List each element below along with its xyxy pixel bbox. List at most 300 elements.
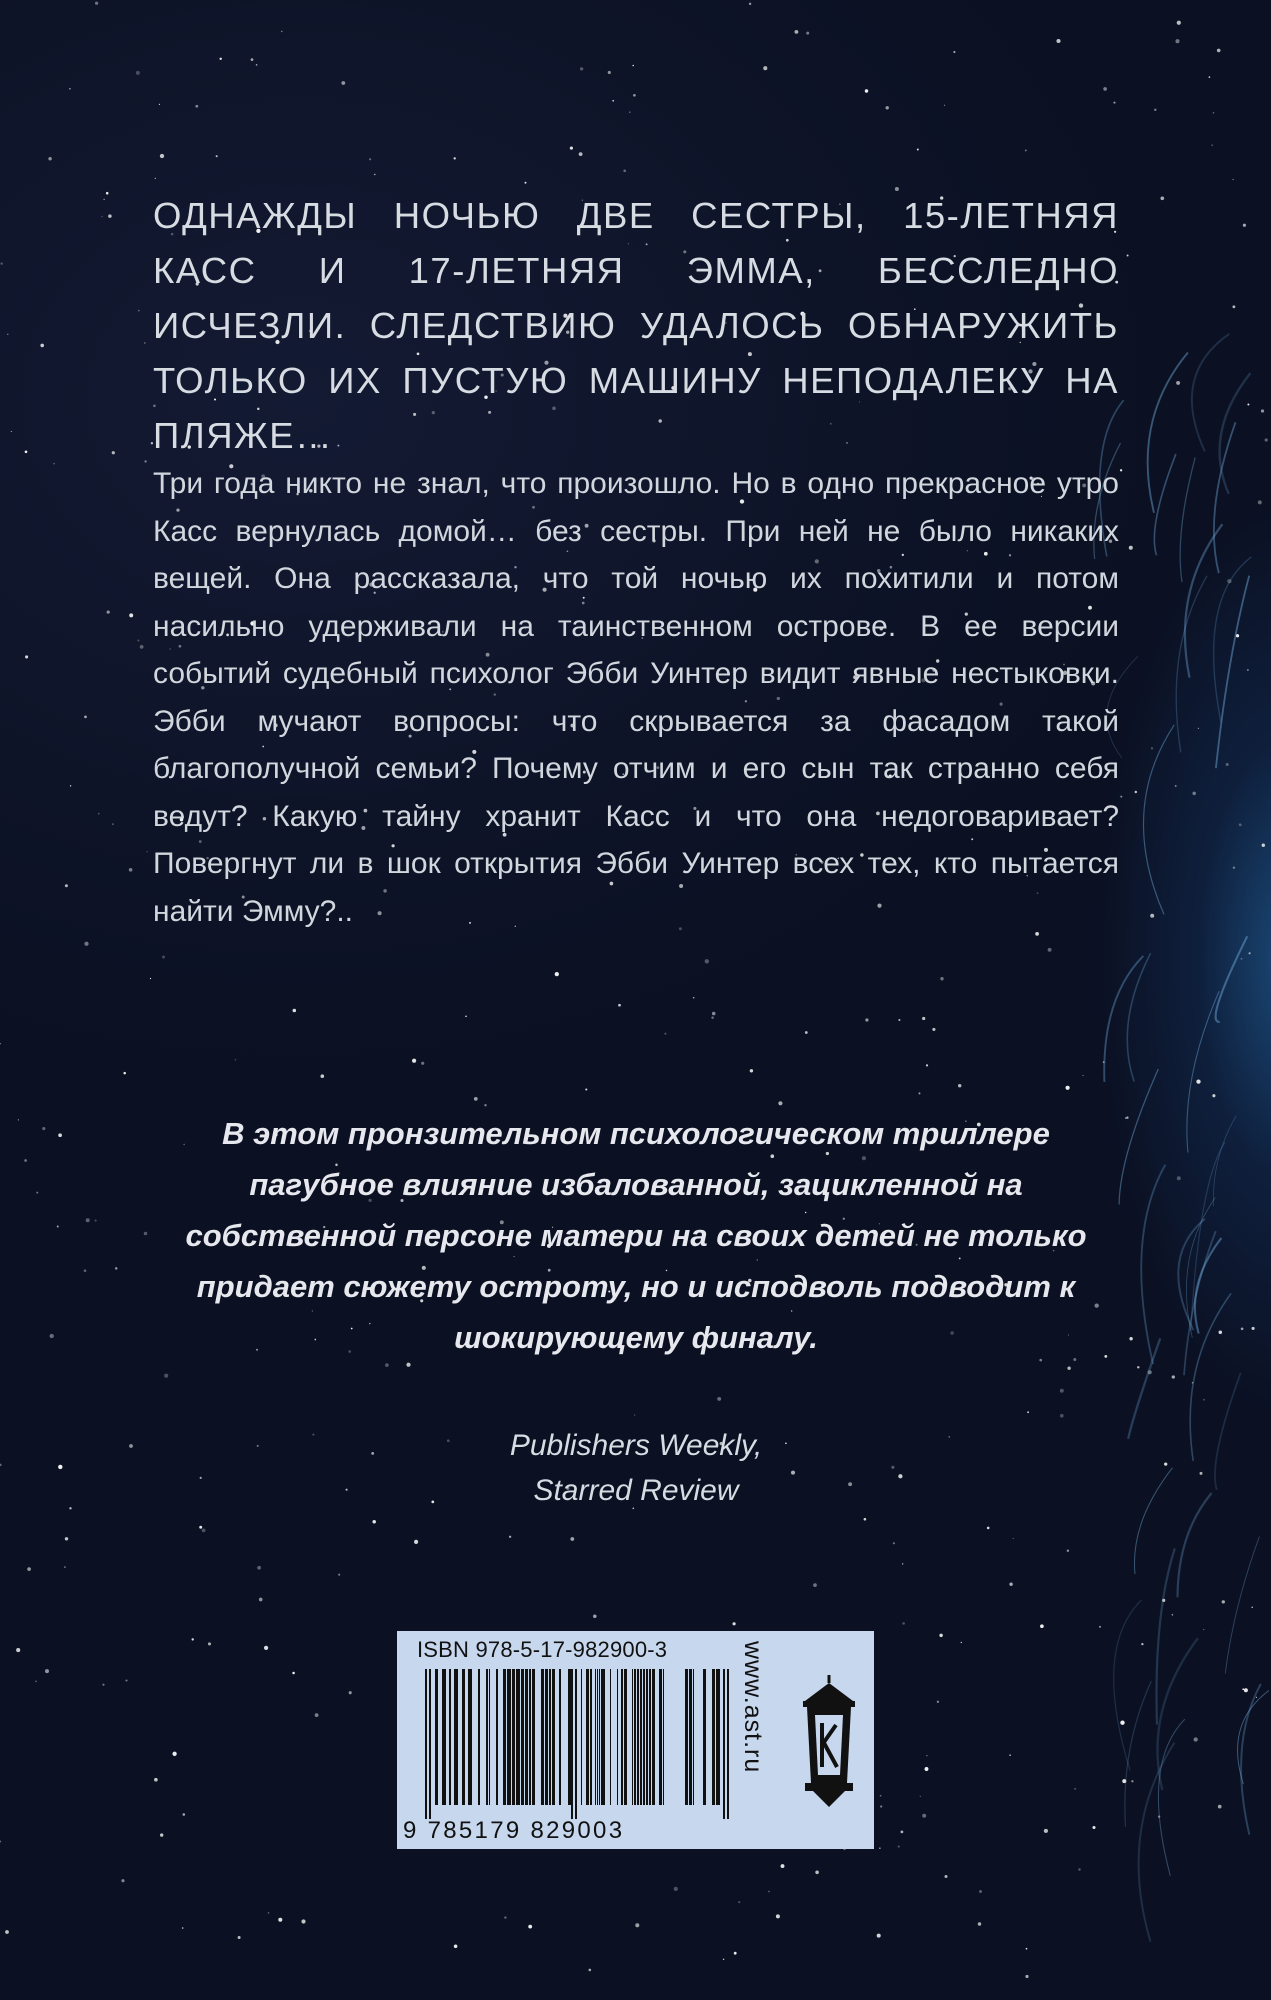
water-streak xyxy=(1225,1537,1259,1674)
synopsis-paragraph: Три года никто не знал, что произошло. Но в одно прекрасное утро Касс вернулась домой… без сестры. При ней не было никаких вещей. Она рассказала, что той ночью их похитили и потом насильно удерживали на таинственном острове. В ее версии событий судебный психолог Эбби Уинтер видит явные нестыковки. Эбби мучают вопросы: что скрывается за фасадом такой благополучной семьи? Почему отчим и его сын так странно себя ведут? Какую тайну хранит Касс и что она недоговаривает? Повергнут ли в шок открытия Эбби Уинтер всех тех, кто пытается найти Эмму?.. xyxy=(153,467,1119,928)
water-streak xyxy=(1158,1719,1184,1876)
star-dot xyxy=(1203,1629,1204,1630)
star-dot xyxy=(1213,112,1214,113)
star-dot xyxy=(40,344,44,348)
star-dot xyxy=(112,451,115,454)
star-dot xyxy=(346,1489,348,1491)
star-dot xyxy=(776,1914,780,1918)
star-dot xyxy=(1099,1626,1101,1628)
barcode-bar xyxy=(435,1669,438,1805)
star-dot xyxy=(1120,469,1122,471)
star-dot xyxy=(1251,1607,1253,1609)
star-dot xyxy=(69,1507,71,1509)
star-dot xyxy=(1176,381,1180,385)
star-dot xyxy=(580,67,583,70)
star-dot xyxy=(208,1642,211,1645)
star-dot xyxy=(1067,1367,1070,1370)
star-dot xyxy=(781,1864,785,1868)
star-dot xyxy=(138,310,140,312)
water-streak xyxy=(1157,1638,1197,1790)
star-dot xyxy=(1009,1754,1011,1756)
barcode-bar xyxy=(552,1669,555,1805)
star-dot xyxy=(865,89,868,92)
star-dot xyxy=(898,1019,900,1021)
water-streak xyxy=(1119,1069,1158,1205)
star-dot xyxy=(162,956,165,959)
star-dot xyxy=(898,1846,900,1848)
star-dot xyxy=(917,149,919,151)
barcode-guard-bar xyxy=(723,1669,725,1819)
star-dot xyxy=(159,104,160,105)
star-dot xyxy=(1104,1355,1107,1358)
barcode-bar xyxy=(601,1669,605,1805)
star-dot xyxy=(632,65,634,67)
review-attribution xyxy=(360,1423,912,1513)
star-dot xyxy=(1239,823,1242,826)
star-dot xyxy=(146,851,147,852)
star-dot xyxy=(768,1891,770,1893)
barcode-bar xyxy=(478,1669,480,1805)
water-streak xyxy=(1216,576,1249,769)
star-dot xyxy=(919,1092,921,1094)
star-dot xyxy=(1151,747,1153,749)
star-dot xyxy=(1078,1868,1080,1870)
star-dot xyxy=(264,1646,268,1650)
star-dot xyxy=(1217,49,1221,53)
barcode-bar xyxy=(525,1669,528,1805)
star-dot xyxy=(0,262,2,264)
star-dot xyxy=(160,154,164,158)
water-streak xyxy=(1139,1743,1175,1942)
star-dot xyxy=(257,1566,261,1570)
isbn-label: ISBN 978-5-17-982900-3 xyxy=(417,1637,668,1662)
barcode-bar xyxy=(496,1669,498,1805)
lead-paragraph: ОДНАЖДЫ НОЧЬЮ ДВЕ СЕСТРЫ, 15-ЛЕТНЯЯ КАСС И 17-ЛЕТНЯЯ ЭММА, БЕССЛЕДНО ИСЧЕЗЛИ. СЛЕДСТВИЮ УДАЛОСЬ ОБНАРУЖИТЬ ТОЛЬКО ИХ ПУСТУЮ МАШИНУ НЕПОДАЛЕКУ НА ПЛЯЖЕ… xyxy=(153,195,1119,456)
water-streak xyxy=(1180,457,1195,582)
barcode-bar xyxy=(590,1669,592,1805)
star-dot xyxy=(315,1713,319,1717)
lantern-logo-icon xyxy=(795,1671,863,1811)
star-dot xyxy=(932,1028,935,1031)
star-dot xyxy=(108,214,112,218)
star-dot xyxy=(570,147,573,150)
star-dot xyxy=(570,1537,574,1541)
barcode-panel xyxy=(397,1631,874,1849)
star-dot xyxy=(183,1813,186,1816)
star-dot xyxy=(25,450,28,453)
star-dot xyxy=(1164,1462,1167,1465)
star-dot xyxy=(886,106,889,109)
star-dot xyxy=(374,174,375,175)
star-dot xyxy=(45,1669,49,1673)
barcode-bar xyxy=(462,1669,465,1805)
star-dot xyxy=(1232,305,1235,308)
star-dot xyxy=(454,157,456,159)
star-dot xyxy=(11,431,12,432)
star-dot xyxy=(1172,1375,1175,1378)
star-dot xyxy=(937,1701,939,1703)
water-streak xyxy=(1213,1116,1236,1206)
star-dot xyxy=(238,1936,241,1939)
water-streak xyxy=(1214,422,1236,573)
star-dot xyxy=(693,997,695,999)
star-dot xyxy=(902,1622,905,1625)
star-dot xyxy=(1103,87,1107,91)
star-dot xyxy=(733,1622,736,1625)
barcode-bar xyxy=(659,1669,662,1805)
star-dot xyxy=(1083,1075,1084,1076)
star-dot xyxy=(1219,1331,1223,1335)
publisher-website xyxy=(739,1641,785,1841)
star-dot xyxy=(1258,500,1262,504)
star-dot xyxy=(259,1598,263,1602)
star-dot xyxy=(349,1691,352,1694)
star-dot xyxy=(944,1875,947,1878)
star-dot xyxy=(1056,39,1060,43)
star-dot xyxy=(1154,109,1156,111)
barcode-bar xyxy=(624,1669,627,1805)
star-dot xyxy=(199,1526,202,1529)
barcode-bar xyxy=(693,1669,694,1805)
star-dot xyxy=(734,1952,737,1955)
barcode-bar xyxy=(652,1669,655,1805)
star-dot xyxy=(95,2,98,5)
star-dot xyxy=(1009,1582,1012,1585)
star-dot xyxy=(528,1925,532,1929)
barcode-bar xyxy=(595,1669,596,1805)
star-dot xyxy=(84,716,87,719)
star-dot xyxy=(953,51,955,53)
barcode-bar xyxy=(489,1669,490,1805)
star-dot xyxy=(50,1334,54,1338)
star-dot xyxy=(64,1566,66,1568)
star-dot xyxy=(1243,224,1246,227)
star-dot xyxy=(815,1870,819,1874)
water-streak xyxy=(1215,1373,1241,1490)
star-dot xyxy=(172,1752,176,1756)
star-dot xyxy=(893,1542,895,1544)
star-dot xyxy=(1177,1176,1181,1180)
star-dot xyxy=(86,1218,90,1222)
barcode-bar xyxy=(559,1669,561,1805)
star-dot xyxy=(293,1009,297,1013)
star-dot xyxy=(125,1679,127,1681)
star-dot xyxy=(412,1059,416,1063)
star-dot xyxy=(920,1796,921,1797)
water-streak xyxy=(1143,725,1174,915)
barcode-bar xyxy=(621,1669,623,1805)
star-dot xyxy=(1120,1721,1124,1725)
barcode-bar xyxy=(449,1669,451,1805)
star-dot xyxy=(195,105,198,108)
barcode-bar xyxy=(649,1669,651,1805)
star-dot xyxy=(608,71,611,74)
website-text: www.ast.ru xyxy=(739,1641,767,1774)
star-dot xyxy=(70,785,71,786)
star-dot xyxy=(712,1012,716,1016)
star-dot xyxy=(1074,1788,1075,1789)
star-dot xyxy=(1244,1688,1248,1692)
star-dot xyxy=(268,1912,270,1914)
barcode-bar xyxy=(529,1669,531,1805)
star-dot xyxy=(372,1520,376,1524)
star-dot xyxy=(57,1226,59,1228)
star-dot xyxy=(1256,1697,1257,1698)
star-dot xyxy=(1025,1975,1028,1978)
star-dot xyxy=(738,1901,740,1903)
star-dot xyxy=(18,1119,19,1120)
water-streak xyxy=(1185,524,1222,677)
star-dot xyxy=(338,1574,340,1576)
star-dot xyxy=(36,1192,38,1194)
barcode-bar xyxy=(643,1669,645,1805)
barcode-bar xyxy=(663,1669,664,1805)
star-dot xyxy=(414,1540,418,1544)
star-dot xyxy=(618,1004,621,1007)
barcode-digits: 9 785179 829003 xyxy=(403,1817,625,1844)
star-dot xyxy=(1218,1805,1222,1809)
star-dot xyxy=(144,1232,148,1236)
star-dot xyxy=(42,1127,45,1130)
barcode-bar xyxy=(640,1669,642,1805)
star-dot xyxy=(1060,1389,1064,1393)
star-dot xyxy=(219,58,221,60)
star-dot xyxy=(16,1648,20,1652)
star-dot xyxy=(763,66,767,70)
star-dot xyxy=(1247,403,1249,405)
star-dot xyxy=(53,463,55,465)
star-dot xyxy=(136,71,140,75)
barcode-bar xyxy=(516,1669,520,1805)
star-dot xyxy=(504,1916,506,1918)
star-dot xyxy=(902,1563,903,1564)
star-dot xyxy=(301,1919,305,1923)
star-dot xyxy=(1196,1079,1200,1083)
star-dot xyxy=(106,192,109,195)
barcode-bar xyxy=(507,1669,511,1805)
star-dot xyxy=(877,1934,881,1938)
star-dot xyxy=(140,645,144,649)
star-dot xyxy=(121,1879,124,1882)
star-dot xyxy=(27,1567,31,1571)
star-dot xyxy=(1222,1600,1225,1603)
star-dot xyxy=(1120,796,1122,798)
barcode-bar xyxy=(549,1669,551,1805)
star-dot xyxy=(623,169,626,172)
star-dot xyxy=(48,157,51,160)
star-dot xyxy=(1203,1399,1205,1401)
star-dot xyxy=(1060,1414,1064,1418)
star-dot xyxy=(7,334,8,335)
barcode-bar xyxy=(634,1669,636,1805)
barcode-bar xyxy=(703,1669,706,1805)
star-dot xyxy=(1177,21,1181,25)
barcode-guard-bar xyxy=(425,1669,427,1819)
star-dot xyxy=(1048,948,1052,952)
star-dot xyxy=(865,1018,868,1021)
star-dot xyxy=(101,216,102,217)
star-dot xyxy=(25,655,28,658)
star-dot xyxy=(321,1074,325,1078)
star-dot xyxy=(1150,914,1154,918)
barcode-guard-bar xyxy=(429,1669,431,1819)
star-dot xyxy=(421,1062,424,1065)
star-dot xyxy=(292,1672,295,1675)
water-streak xyxy=(1104,956,1143,1082)
star-dot xyxy=(281,31,282,32)
barcode-guard-bar xyxy=(575,1669,577,1819)
star-dot xyxy=(1027,1411,1029,1413)
star-dot xyxy=(926,1064,928,1066)
water-streak xyxy=(1192,334,1229,452)
star-dot xyxy=(1192,792,1195,795)
star-dot xyxy=(278,1918,282,1922)
star-dot xyxy=(385,1363,389,1367)
star-dot xyxy=(948,1436,950,1438)
star-dot xyxy=(0,1840,1,1842)
star-dot xyxy=(1129,546,1133,550)
star-dot xyxy=(635,1923,639,1927)
barcode-bar xyxy=(646,1669,648,1805)
star-dot xyxy=(341,81,345,85)
star-dot xyxy=(939,1634,942,1637)
star-dot xyxy=(979,1890,982,1893)
water-streak xyxy=(1216,936,1248,1022)
barcode-bar xyxy=(512,1669,515,1805)
star-dot xyxy=(1065,1086,1069,1090)
barcode-bar xyxy=(545,1669,548,1805)
barcode-bar xyxy=(597,1669,598,1805)
star-dot xyxy=(107,611,110,614)
star-dot xyxy=(1141,1643,1143,1645)
star-dot xyxy=(579,152,583,156)
star-dot xyxy=(922,1017,925,1020)
star-dot xyxy=(484,1104,486,1106)
star-dot xyxy=(160,1833,163,1836)
star-dot xyxy=(750,1069,753,1072)
star-dot xyxy=(129,1444,133,1448)
water-streak xyxy=(1187,991,1219,1152)
barcode-bar xyxy=(617,1669,618,1805)
water-streak xyxy=(1241,1684,1261,1835)
star-dot xyxy=(95,1220,97,1222)
star-dot xyxy=(806,32,809,35)
star-dot xyxy=(1242,1688,1244,1690)
star-dot xyxy=(705,959,709,963)
star-dot xyxy=(216,155,218,157)
star-dot xyxy=(144,460,146,462)
star-dot xyxy=(155,178,156,179)
water-streak xyxy=(1154,454,1176,555)
star-dot xyxy=(1013,1538,1014,1539)
star-dot xyxy=(555,972,559,976)
star-dot xyxy=(1160,196,1164,200)
star-dot xyxy=(958,1084,961,1087)
attribution-source: Publishers Weekly, xyxy=(509,1429,763,1462)
star-dot xyxy=(84,1269,87,1272)
star-dot xyxy=(1113,102,1115,104)
water-streak xyxy=(1148,353,1188,513)
star-dot xyxy=(1209,76,1211,78)
star-dot xyxy=(1175,39,1179,43)
star-dot xyxy=(1131,1780,1133,1782)
star-dot xyxy=(961,1642,962,1643)
water-streak xyxy=(1114,1600,1142,1771)
star-dot xyxy=(1261,409,1264,412)
star-dot xyxy=(1211,144,1213,146)
star-dot xyxy=(1262,844,1265,847)
star-dot xyxy=(123,1072,126,1075)
star-dot xyxy=(192,1638,194,1640)
star-dot xyxy=(182,1927,184,1929)
star-dot xyxy=(24,1159,27,1162)
star-dot xyxy=(465,1015,467,1017)
barcode-guard-bar xyxy=(727,1669,729,1819)
star-dot xyxy=(58,1133,62,1137)
star-dot xyxy=(1127,255,1129,257)
barcode-bar xyxy=(454,1669,458,1805)
star-dot xyxy=(1212,1094,1215,1097)
star-dot xyxy=(1247,669,1249,671)
barcode-bar xyxy=(689,1669,692,1805)
star-dot xyxy=(1026,1948,1028,1950)
star-dot xyxy=(1249,952,1251,954)
star-dot xyxy=(593,1615,597,1619)
star-dot xyxy=(65,1537,68,1540)
star-dot xyxy=(795,30,799,34)
star-dot xyxy=(674,1887,678,1891)
star-dot xyxy=(474,1097,478,1101)
star-dot xyxy=(406,1363,410,1367)
star-dot xyxy=(1252,1327,1255,1330)
barcode-bar xyxy=(581,1669,582,1805)
barcode-bar xyxy=(541,1669,544,1805)
star-dot xyxy=(925,1767,929,1771)
barcode-image xyxy=(423,1669,733,1819)
review-quote: В этом пронзительном психологическом триллере пагубное влияние избалованной, зацикленной на собственной персоне матери на своих детей не только придает сюжету остроту, но и исподволь подводит к шокирующему финалу. xyxy=(185,1116,1087,1355)
star-dot xyxy=(235,1059,237,1061)
barcode-guard-bar xyxy=(571,1669,573,1819)
star-dot xyxy=(144,342,146,344)
star-dot xyxy=(1198,728,1199,729)
star-dot xyxy=(879,1848,880,1849)
star-dot xyxy=(1175,785,1177,787)
star-dot xyxy=(454,1945,458,1949)
star-dot xyxy=(1125,1117,1127,1119)
star-dot xyxy=(65,884,68,887)
star-dot xyxy=(1226,763,1229,766)
barcode-bar xyxy=(712,1669,715,1805)
star-dot xyxy=(588,1969,591,1972)
star-dot xyxy=(1232,179,1233,180)
star-dot xyxy=(629,111,630,112)
star-dot xyxy=(154,1778,158,1782)
star-dot xyxy=(509,1536,511,1538)
star-dot xyxy=(1137,1366,1139,1368)
star-dot xyxy=(200,1477,202,1479)
star-dot xyxy=(98,813,100,815)
star-dot xyxy=(1200,1472,1203,1475)
star-dot xyxy=(35,1681,37,1683)
star-dot xyxy=(1040,1624,1044,1628)
barcode-bar xyxy=(610,1669,611,1805)
barcode-bar xyxy=(685,1669,688,1805)
star-dot xyxy=(115,1267,118,1270)
star-dot xyxy=(1129,1337,1132,1340)
barcode-bar xyxy=(568,1669,571,1805)
star-dot xyxy=(369,158,371,160)
star-dot xyxy=(137,639,139,641)
